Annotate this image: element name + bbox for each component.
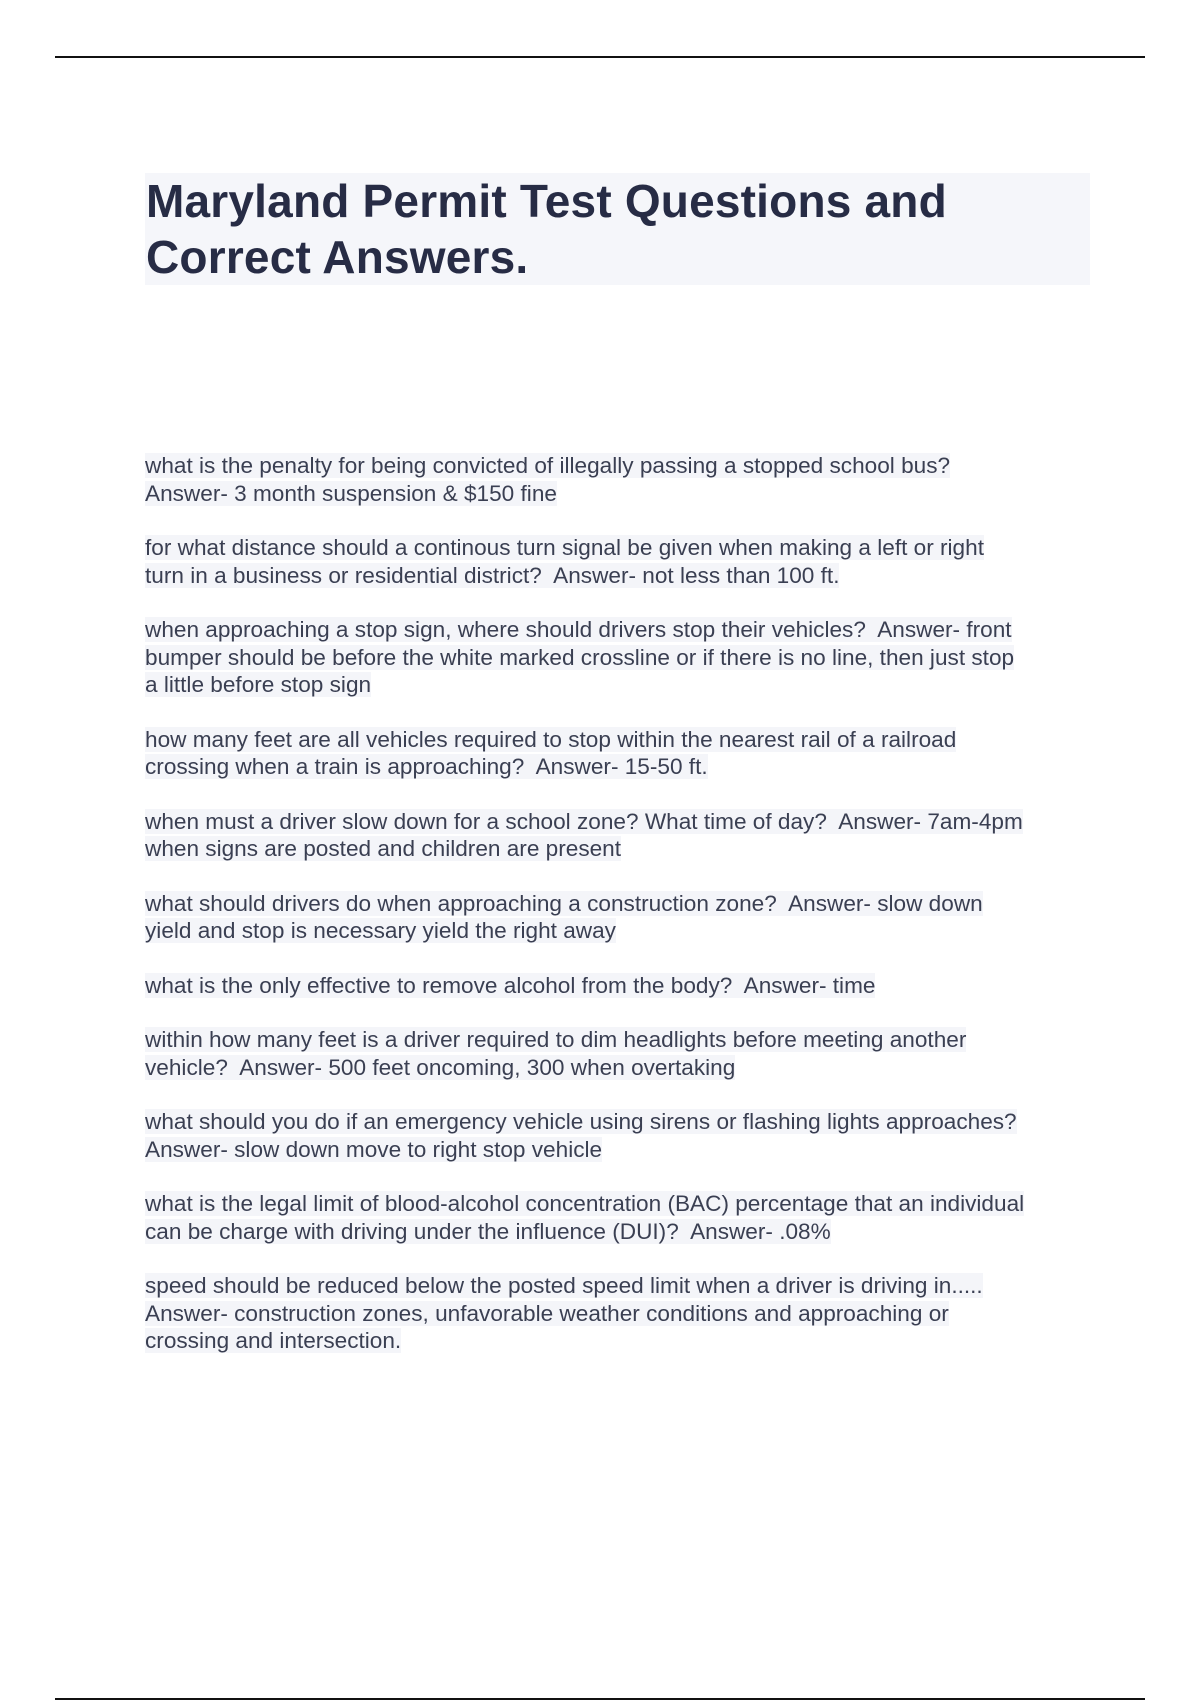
qa-text: what is the only effective to remove alcohol from the body? Answer- time <box>145 972 876 998</box>
qa-text: speed should be reduced below the posted speed limit when a driver is driving in..... Answer- construction zones, unfavorable weather conditions and approaching or crossing and intersection. <box>145 1273 983 1353</box>
qa-list <box>145 452 1095 1382</box>
qa-item <box>145 1190 1095 1245</box>
title-block <box>145 173 1090 285</box>
qa-text: how many feet are all vehicles required to stop within the nearest rail of a railroad crossing when a train is approaching? Answer- 15-50 ft. <box>145 726 957 779</box>
qa-item <box>145 726 1095 781</box>
qa-text: what is the legal limit of blood-alcohol concentration (BAC) percentage that an individual can be charge with driving under the influence (DUI)? Answer- .08% <box>145 1191 1025 1244</box>
qa-item <box>145 452 1095 507</box>
qa-item <box>145 1108 1095 1163</box>
qa-text: what is the penalty for being convicted of illegally passing a stopped school bus? Answer- 3 month suspension & $150 fine <box>145 453 951 506</box>
qa-item <box>145 808 1095 863</box>
qa-item <box>145 1272 1095 1355</box>
qa-item <box>145 534 1095 589</box>
qa-item <box>145 972 1095 1000</box>
qa-text: what should you do if an emergency vehicle using sirens or flashing lights approaches? Answer- slow down move to right stop vehicle <box>145 1109 1017 1162</box>
qa-text: for what distance should a continous turn signal be given when making a left or right turn in a business or residential district? Answer- not less than 100 ft. <box>145 535 984 588</box>
qa-item <box>145 1026 1095 1081</box>
qa-item <box>145 616 1095 699</box>
qa-text: when must a driver slow down for a school zone? What time of day? Answer- 7am-4pm when signs are posted and children are present <box>145 808 1023 861</box>
qa-item <box>145 890 1095 945</box>
page-title: Maryland Permit Test Questions and Correct Answers. <box>146 175 947 283</box>
top-divider <box>55 56 1145 58</box>
qa-text: when approaching a stop sign, where should drivers stop their vehicles? Answer- front bumper should be before the white marked crossline or if there is no line, then just stop a little before stop sign <box>145 617 1015 697</box>
qa-text: what should drivers do when approaching a construction zone? Answer- slow down yield and stop is necessary yield the right away <box>145 890 983 943</box>
qa-text: within how many feet is a driver required to dim headlights before meeting another vehicle? Answer- 500 feet oncoming, 300 when overtaking <box>145 1027 967 1080</box>
